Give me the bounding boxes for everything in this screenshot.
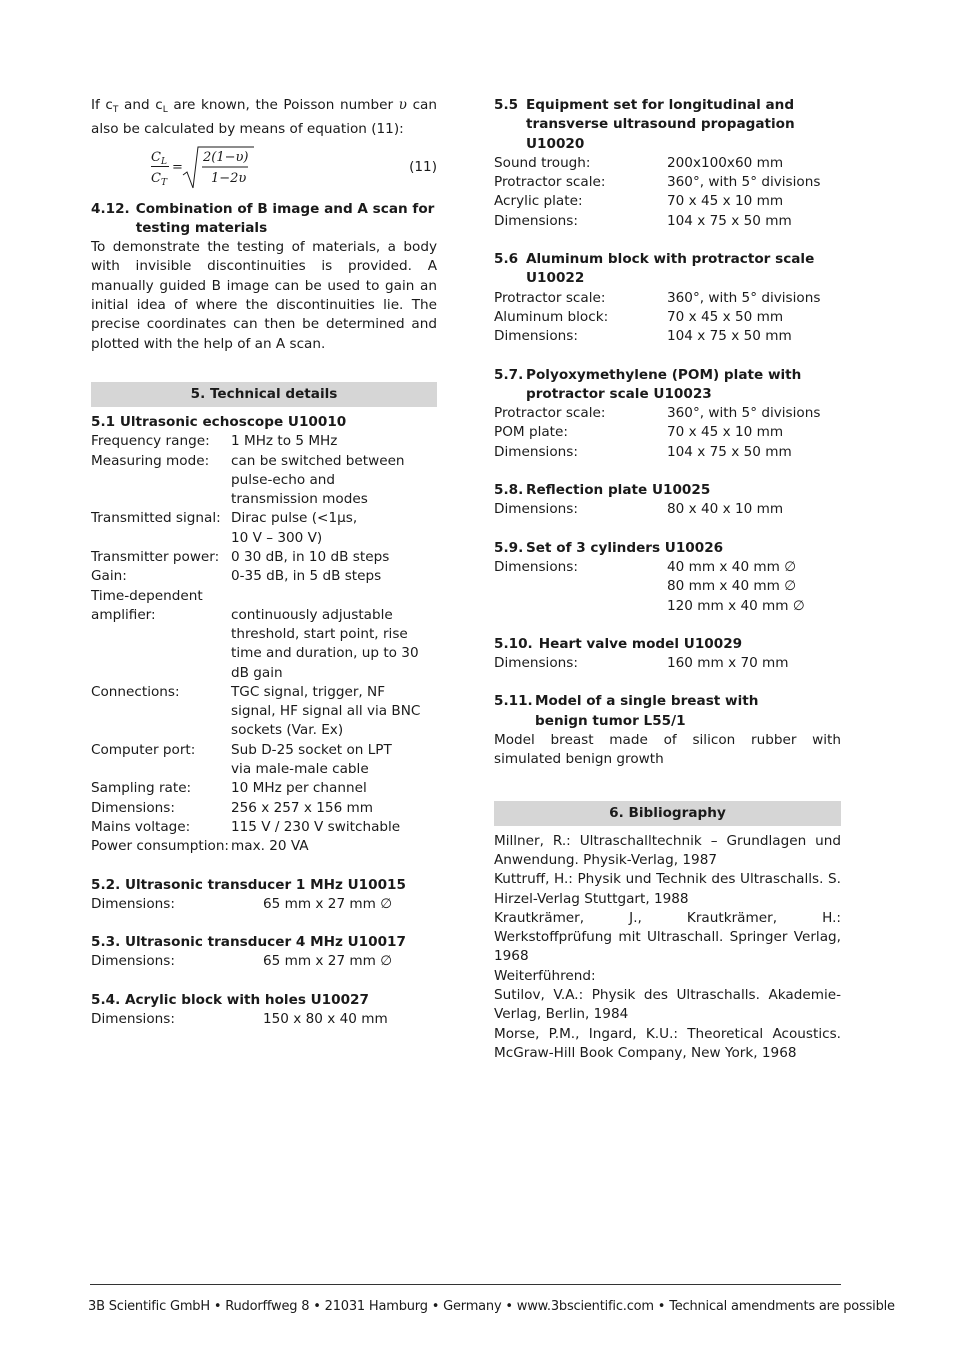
spec-row: Frequency range: 1 MHz to 5 MHz (91, 433, 338, 450)
section-5-7-heading: 5.7. Polyoxymethylene (POM) plate with protractor scale U10023 (494, 366, 802, 402)
spec-row: Protractor scale: 360°, with 5° divisions (494, 405, 821, 422)
section-5-11-body: Model breast made of silicon rubber with simulated benign growth (494, 732, 841, 768)
poisson-symbol: υ (398, 97, 407, 113)
spec-row: Dimensions: 256 x 257 x 156 mm (91, 799, 374, 816)
spec-row: Protractor scale: 360°, with 5° divisions (494, 289, 821, 306)
section-5-11-heading: 5.11. Model of a single breast with benign tumor L55/1 (494, 693, 759, 729)
spec-row: Dimensions: 104 x 75 x 50 mm (494, 212, 792, 229)
spec-row: Dimensions: 150 x 80 x 40 mm (91, 1010, 388, 1027)
section-5-4-heading: 5.4. Acrylic block with holes U10027 (91, 991, 369, 1008)
page-footer: 3B Scientific GmbH • Rudorffweg 8 • 21031 Hamburg • Germany • www.3bscientific.com • Technical amendments are possible (88, 1299, 895, 1314)
formula-fraction-bar (151, 166, 169, 167)
section-5-1-heading: 5.1 Ultrasonic echoscope U10010 (91, 413, 347, 430)
spec-row: Protractor scale: 360°, with 5° divisions (494, 174, 821, 191)
formula-equals: = (172, 159, 183, 175)
bibliography-entry: Morse, P.M., Ingard, K.U.: Theoretical Acoustics. McGraw-Hill Book Company, New York, 1968 (494, 1025, 841, 1061)
technical-details-header: 5. Technical details (91, 382, 437, 407)
spec-row: Dimensions: 104 x 75 x 50 mm (494, 443, 792, 460)
cylinder-dimension: 40 mm x 40 mm ∅ (667, 558, 797, 575)
spec-row: Acrylic plate: 70 x 45 x 10 mm (494, 193, 784, 210)
section-5-10-heading: 5.10. Heart valve model U10029 (494, 635, 743, 652)
formula-denominator: $C_T$ (151, 170, 167, 188)
intro-text-d: can also be calculated by means of equation (11): (91, 97, 437, 138)
spec-row: Aluminum block: 70 x 45 x 50 mm (494, 308, 784, 325)
spec-row: Dimensions: 160 mm x 70 mm (494, 655, 789, 672)
intro-paragraph (91, 96, 437, 140)
formula-radicand-top: 2(1−υ) (203, 149, 249, 165)
spec-row: Dimensions: 40 mm x 40 mm ∅ 80 mm x 40 mm ∅ 120 mm x 40 mm ∅ (494, 558, 841, 616)
spec-row: Dimensions: 65 mm x 27 mm ∅ (91, 895, 393, 912)
equation-number: (11) (409, 158, 437, 175)
spec-row: Computer port: Sub D-25 socket on LPT via male-male cable (91, 741, 392, 778)
section-5-8-heading: 5.8. Reflection plate U10025 (494, 482, 711, 499)
bibliography-list (494, 832, 841, 1064)
spec-row: Transmitted signal: Dirac pulse (<1µs, 10 V – 300 V) (91, 510, 358, 546)
formula-numerator: $C_L$ (151, 149, 167, 167)
spec-row: Dimensions: 80 x 40 x 10 mm (494, 501, 784, 518)
section-title: Combination of B image and A scan for testing materials (135, 200, 435, 236)
spec-row: Sound trough: 200x100x60 mm (494, 154, 784, 171)
bibliography-entry: Millner, R.: Ultraschalltechnik – Grundlagen und Anwendung. Physik-Verlag, 1987 (494, 832, 841, 868)
spec-row: Transmitter power: 0 30 dB, in 10 dB steps (91, 549, 390, 566)
spec-row: Connections: TGC signal, trigger, NF signal, HF signal all via BNC sockets (Var. Ex) (91, 683, 421, 739)
spec-row: Dimensions: 104 x 75 x 50 mm (494, 328, 792, 345)
spec-row: Gain: 0-35 dB, in 5 dB steps (91, 568, 382, 585)
section-5-3-heading: 5.3. Ultrasonic transducer 4 MHz U10017 (91, 934, 406, 951)
bibliography-entry: Sutilov, V.A.: Physik des Ultraschalls. Akademie-Verlag, Berlin, 1984 (494, 986, 841, 1023)
equation-11 (91, 144, 437, 194)
section-5-9-heading: 5.9. Set of 3 cylinders U10026 (494, 539, 724, 556)
spec-row: Measuring mode: can be switched between pulse-echo and transmission modes (91, 452, 405, 508)
bibliography-entry: Kuttruff, H.: Physik und Technik des Ultraschalls. S. Hirzel-Verlag Stuttgart, 1988 (494, 871, 841, 907)
cylinder-dimension: 120 mm x 40 mm ∅ (667, 597, 805, 614)
footer-divider (90, 1284, 841, 1285)
intro-text-b: and c (118, 97, 163, 113)
section-number: 4.12. (91, 200, 130, 217)
left-column (91, 96, 437, 1029)
section-5-1-spec-list (91, 432, 437, 856)
section-5-2-heading: 5.2. Ultrasonic transducer 1 MHz U10015 (91, 876, 406, 893)
intro-sub-t: T (112, 105, 119, 115)
formula-radicand-bottom: 1−2υ (211, 170, 247, 186)
section-5-5-heading: 5.5 Equipment set for longitudinal and transverse ultrasound propagation U10020 (494, 97, 795, 152)
spec-row: Sampling rate: 10 MHz per channel (91, 780, 367, 797)
intro-sub-l: L (162, 105, 168, 115)
bibliography-header: 6. Bibliography (494, 801, 841, 826)
bibliography-entry: Weiterführend: (494, 967, 596, 984)
spec-row: Dimensions: 65 mm x 27 mm ∅ (91, 953, 393, 970)
spec-row: Mains voltage: 115 V / 230 V switchable (91, 818, 401, 835)
section-4-12-body: To demonstrate the testing of materials, a body with invisible discontinuities is provided. A manually guided B image can be used to gain an initial idea of where the discontinuities lie. The precise coordinates can then be determined and plotted with the help of an A scan. (91, 239, 437, 352)
spec-row: Time-dependent amplifier: continuously adjustable threshold, start point, rise time and duration, up to 30 dB gain (91, 587, 419, 681)
right-column (494, 96, 841, 1063)
spec-row: POM plate: 70 x 45 x 10 mm (494, 424, 784, 441)
spec-row: Power consumption: max. 20 VA (91, 838, 309, 855)
section-heading-4-12 (91, 200, 437, 239)
bibliography-entry: Krautkrämer, J., Krautkrämer, H.: Werkstoffprüfung mit Ultraschall. Springer Verlag, 1968 (494, 909, 841, 965)
cylinder-dimension: 80 mm x 40 mm ∅ (667, 578, 797, 595)
intro-text-c: are known, the Poisson number (167, 97, 399, 113)
section-5-6-heading: 5.6 Aluminum block with protractor scale U10022 (494, 251, 815, 287)
intro-text-a: If c (91, 97, 113, 113)
